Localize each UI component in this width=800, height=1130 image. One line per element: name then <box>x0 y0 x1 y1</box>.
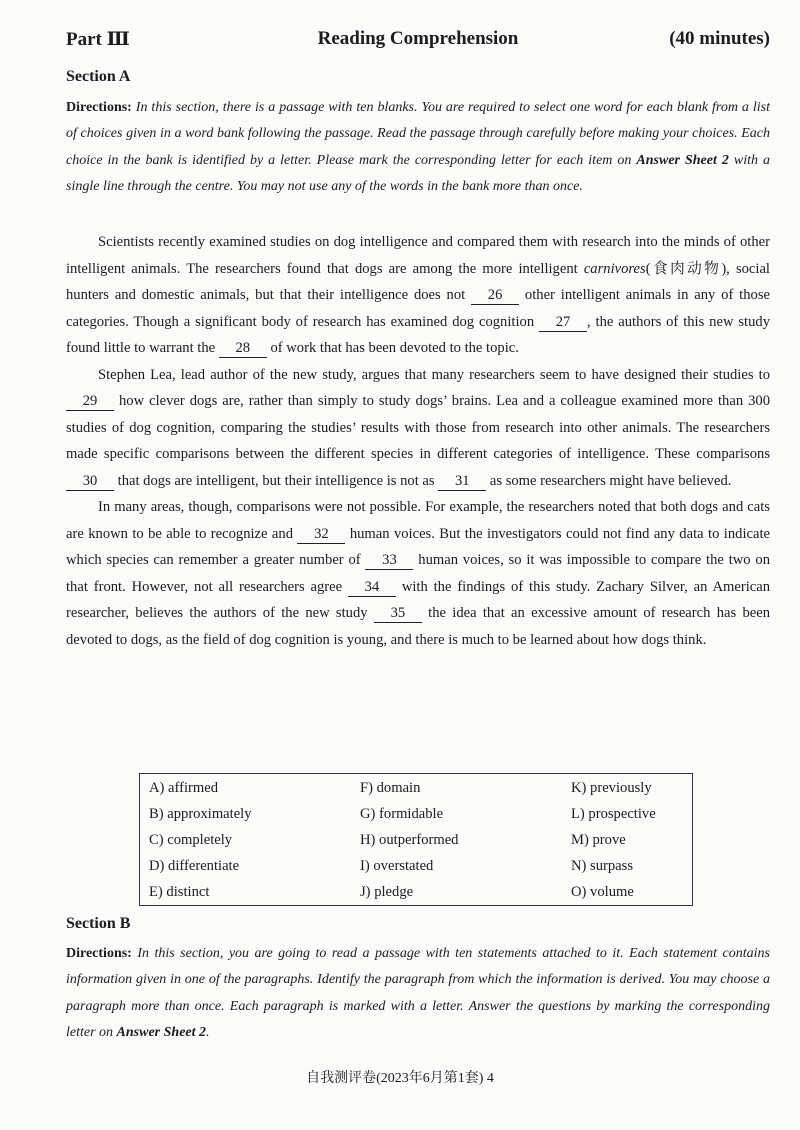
passage-text: of work that has been devoted to the topic. <box>266 340 519 356</box>
passage-text: with the findings of this study. Zachary Silver, an American researcher, believes the authors of the new study <box>66 578 771 621</box>
passage-text: the idea that an excessive amount of research has been devoted to dogs, as the field of dog cognition is young, and there is much to be learned about how dogs think. <box>66 605 770 648</box>
section-b-heading: Section B <box>66 915 131 932</box>
choice-o[interactable]: O) volume <box>571 884 634 900</box>
directions-label: Directions: <box>66 100 132 115</box>
part-title: Reading Comprehension <box>317 28 519 49</box>
reading-passage <box>66 229 770 653</box>
blank-31[interactable]: 31 <box>438 472 486 491</box>
directions-text: In this section, you are going to read a passage with ten statements attached to it. Each statement contains information given in one of the paragraphs. Identify the paragraph from which the information is derived. You may choose a paragraph more than once. Each paragraph is marked with a letter. Answer the questions by marking the corresponding letter on <box>66 946 770 1041</box>
choice-n[interactable]: N) surpass <box>571 858 634 874</box>
page-header <box>66 28 770 56</box>
answer-sheet-ref: Answer Sheet 2 <box>116 1025 207 1041</box>
passage-text: other intelligent animals in any of those categories. Though a significant body of research has examined dog cognition <box>66 287 770 330</box>
passage-text: as some researchers might have believed. <box>486 472 732 489</box>
choice-i[interactable]: I) overstated <box>360 858 434 874</box>
choice-a[interactable]: A) affirmed <box>149 780 219 796</box>
passage-italic-term: carnivores <box>583 260 646 277</box>
word-bank <box>139 773 693 906</box>
passage-text: human voices, so it was impossible to compare the two on that front. However, not all researchers agree <box>66 552 770 595</box>
choice-b[interactable]: B) approximately <box>149 806 252 822</box>
section-a-heading: Section A <box>66 68 131 85</box>
passage-text: , the authors of this new study found little to warrant the <box>66 313 771 356</box>
passage-text: In many areas, though, comparisons were not possible. For example, the researchers noted that both dogs and cats are known to be able to recognize and <box>66 499 770 542</box>
directions-text-end: with a single line through the centre. You may not use any of the words in the bank more than once. <box>66 152 770 195</box>
choice-g[interactable]: G) formidable <box>360 806 444 822</box>
paragraph-2 <box>66 362 770 495</box>
section-b-directions <box>66 941 770 1047</box>
passage-text: human voices. But the investigators could not find any data to indicate which species can remember a greater number of <box>66 525 770 568</box>
passage-text: Stephen Lea, lead author of the new study, argues that many researchers seem to have designed their studies to <box>98 366 770 383</box>
choice-l[interactable]: L) prospective <box>571 806 656 822</box>
section-a-directions <box>66 95 770 201</box>
blank-28[interactable]: 28 <box>219 339 267 358</box>
choice-h[interactable]: H) outperformed <box>360 832 459 848</box>
choice-d[interactable]: D) differentiate <box>149 858 240 874</box>
page-footer: 自我测评卷(2023年6月第1套) 4 <box>306 1071 494 1086</box>
blank-30[interactable]: 30 <box>66 472 114 491</box>
choice-c[interactable]: C) completely <box>149 832 233 848</box>
passage-text: how clever dogs are, rather than simply to study dogs’ brains. Lea and a colleague examined more than 300 studies of dog cognition, comparing the studies’ results with those from research into other animals. The researchers made specific comparisons between the different species in different categories of intelligence. These comparisons <box>66 393 770 462</box>
choice-m[interactable]: M) prove <box>571 832 626 848</box>
passage-text: Scientists recently examined studies on dog intelligence and compared them with research into the minds of other intelligent animals. The researchers found that dogs are among the more intelligent <box>66 234 770 277</box>
directions-text: In this section, there is a passage with ten blanks. You are required to select one word for each blank from a list of choices given in a word bank following the passage. Read the passage through carefully before making your choices. Each choice in the bank is identified by a letter. Please mark the corresponding letter for each item on <box>66 100 770 168</box>
choice-j[interactable]: J) pledge <box>360 884 414 900</box>
part-number: Part Ⅲ <box>66 29 130 50</box>
paragraph-3 <box>66 494 770 653</box>
blank-26[interactable]: 26 <box>471 286 519 305</box>
passage-text: that dogs are intelligent, but their intelligence is not as <box>114 472 439 489</box>
blank-35[interactable]: 35 <box>374 604 422 623</box>
time-limit: (40 minutes) <box>669 28 770 49</box>
paragraph-1 <box>66 229 770 362</box>
blank-32[interactable]: 32 <box>297 525 345 544</box>
choice-e[interactable]: E) distinct <box>149 884 210 900</box>
directions-label: Directions: <box>66 946 132 961</box>
blank-33[interactable]: 33 <box>365 551 413 570</box>
choice-k[interactable]: K) previously <box>571 780 652 796</box>
directions-text-end: . <box>206 1025 210 1041</box>
passage-text: (食肉动物), social hunters and domestic animals, but that their intelligence does not <box>66 260 770 303</box>
blank-29[interactable]: 29 <box>66 392 114 411</box>
blank-27[interactable]: 27 <box>539 313 587 332</box>
blank-34[interactable]: 34 <box>348 578 396 597</box>
answer-sheet-ref: Answer Sheet 2 <box>636 152 729 168</box>
choice-f[interactable]: F) domain <box>360 780 421 796</box>
